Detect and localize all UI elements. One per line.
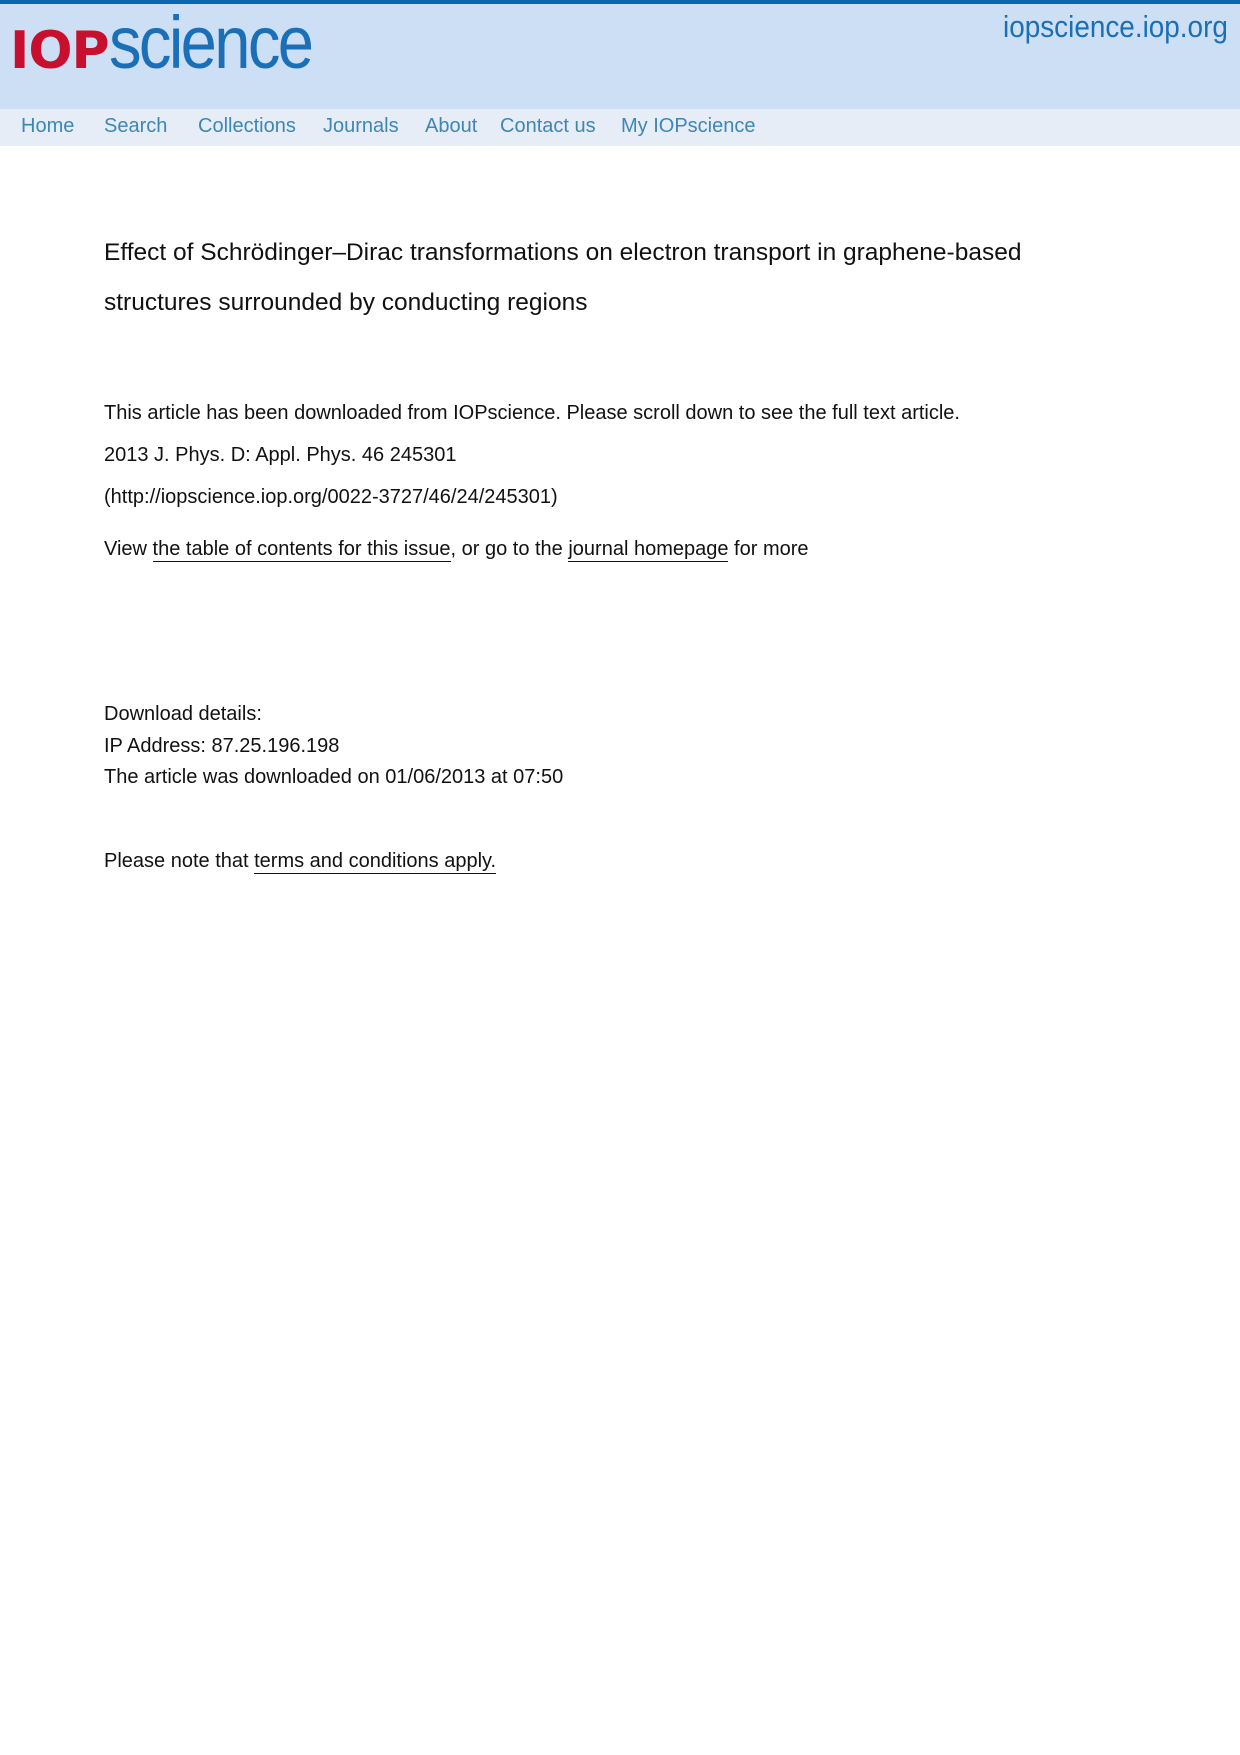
nav-about[interactable]: About: [425, 115, 478, 137]
terms-and-conditions-link[interactable]: terms and conditions apply.: [254, 850, 497, 872]
terms-line: [104, 848, 496, 874]
view-suffix-text: for more: [728, 538, 809, 560]
nav-home[interactable]: Home: [21, 115, 75, 137]
view-middle-text: , or go to the: [450, 538, 569, 560]
article-title: Effect of Schrödinger–Dirac transformations on electron transport in graphene-based structures surrounded by conducting regions: [104, 239, 1022, 316]
download-details-heading: Download details:: [104, 703, 262, 725]
main-navigation: [0, 109, 1240, 146]
article-citation: 2013 J. Phys. D: Appl. Phys. 46 245301: [104, 444, 457, 466]
view-links-line: [104, 536, 809, 562]
site-url[interactable]: iopscience.iop.org: [1003, 9, 1228, 44]
logo-science-text: science: [108, 1, 311, 84]
download-timestamp: The article was downloaded on 01/06/2013 at 07:50: [104, 766, 564, 788]
ip-address: IP Address: 87.25.196.198: [104, 735, 340, 757]
article-url: (http://iopscience.iop.org/0022-3727/46/24/245301): [104, 486, 558, 508]
nav-collections[interactable]: Collections: [198, 115, 296, 137]
iopscience-logo[interactable]: [10, 1, 339, 84]
nav-journals[interactable]: Journals: [323, 115, 399, 137]
site-header: [0, 0, 1240, 109]
terms-prefix-text: Please note that: [104, 850, 255, 872]
nav-search[interactable]: Search: [104, 115, 168, 137]
view-prefix-text: View: [104, 538, 153, 560]
logo-iop-text: IOP: [10, 21, 109, 81]
journal-homepage-link[interactable]: journal homepage: [568, 538, 729, 560]
download-notice: This article has been downloaded from IOPscience. Please scroll down to see the full text article.: [104, 402, 960, 424]
table-of-contents-link[interactable]: the table of contents for this issue: [152, 538, 451, 560]
nav-contact-us[interactable]: Contact us: [500, 115, 596, 137]
nav-my-iopscience[interactable]: My IOPscience: [621, 115, 756, 137]
